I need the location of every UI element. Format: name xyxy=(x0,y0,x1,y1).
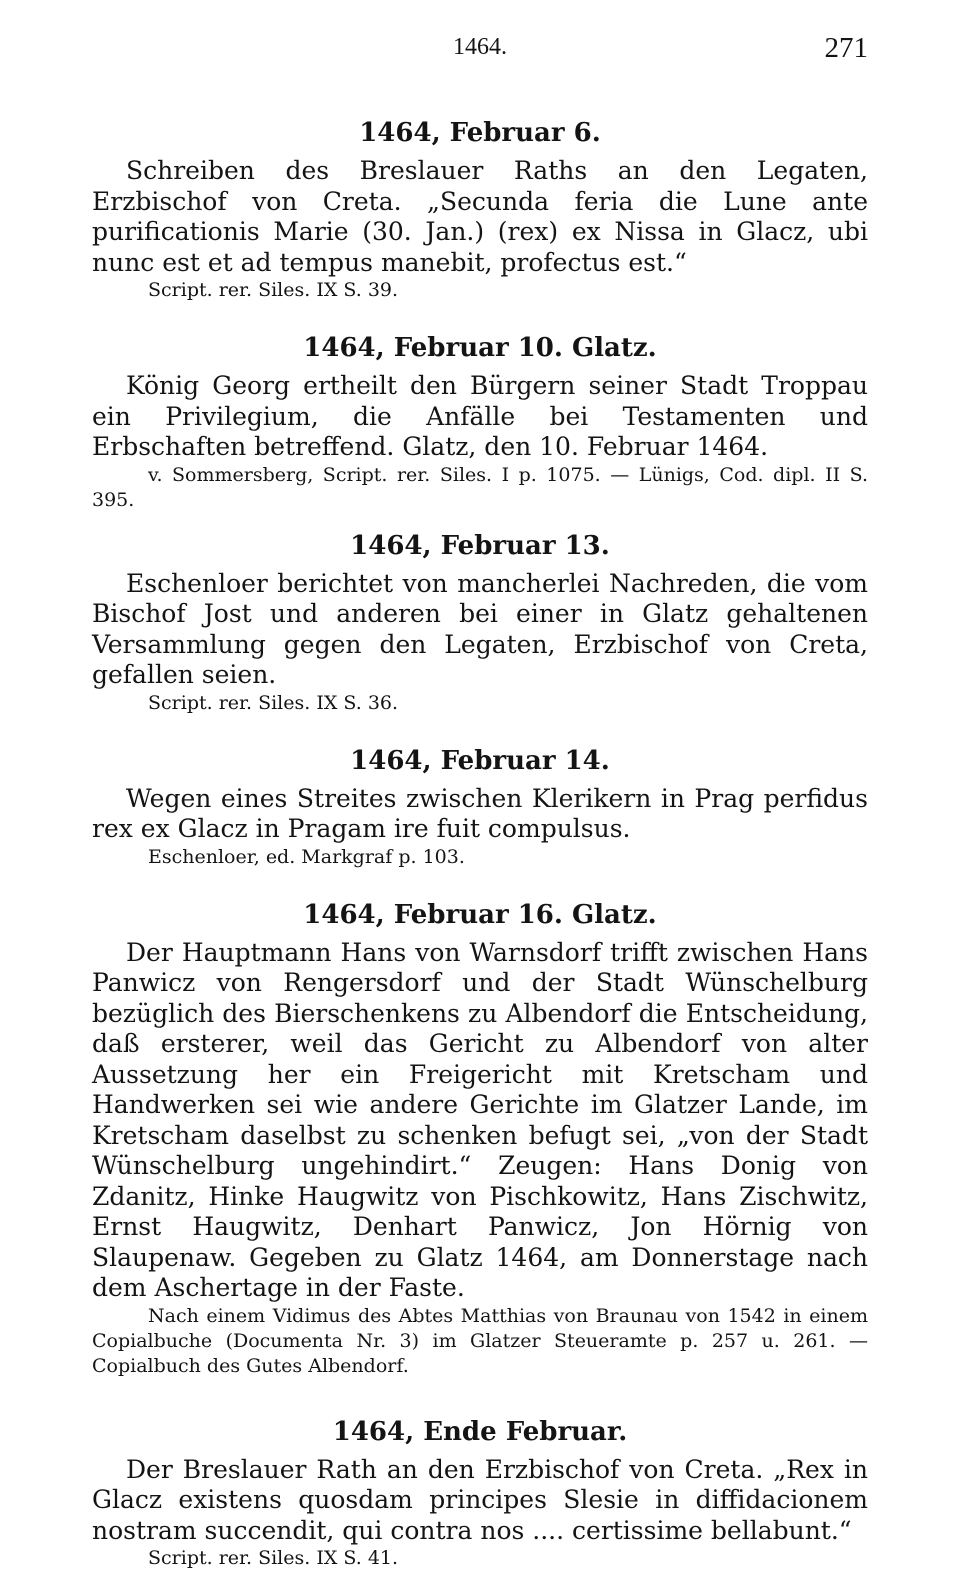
entry-source: Script. rer. Siles. IX S. 36. xyxy=(92,691,868,716)
running-head xyxy=(92,28,868,74)
entry-february-6 xyxy=(92,114,868,303)
entry-text: Schreiben des Breslauer Raths an den Legaten, Erzbischof von Creta. „Secunda feria die Lune ante purificationis Marie (30. Jan.) (rex) ex Nissa in Glacz, ubi nunc est et ad tempus manebit, profectus est.“ xyxy=(92,156,868,278)
entry-february-16 xyxy=(92,896,868,1379)
entry-text: Eschenloer berichtet von mancherlei Nachreden, die vom Bischof Jost und anderen bei einer in Glatz gehaltenen Versammlung gegen den Legaten, Erzbischof von Creta, gefallen seien. xyxy=(92,569,868,691)
entry-text: Der Breslauer Rath an den Erzbischof von Creta. „Rex in Glacz existens quosdam principes Slesie in diffidacionem nostram succendit, qui contra nos .... certissime bellabunt.“ xyxy=(92,1455,868,1547)
running-head-year: 1464. xyxy=(92,34,868,61)
entry-february-10 xyxy=(92,329,868,513)
entry-heading: 1464, Februar 6. xyxy=(92,114,868,152)
entry-heading: 1464, Februar 10. Glatz. xyxy=(92,329,868,367)
entry-source: Script. rer. Siles. IX S. 41. xyxy=(92,1546,868,1571)
entry-end-february xyxy=(92,1413,868,1571)
entry-text: Wegen eines Streites zwischen Klerikern in Prag perfidus rex ex Glacz in Pragam ire fuit compulsus. xyxy=(92,784,868,845)
entry-source: v. Sommersberg, Script. rer. Siles. I p. 1075. — Lünigs, Cod. dipl. II S. 395. xyxy=(92,463,868,513)
page-number: 271 xyxy=(825,32,869,65)
entry-february-13 xyxy=(92,527,868,716)
entry-text: König Georg ertheilt den Bürgern seiner Stadt Troppau ein Privilegium, die Anfälle bei Testamenten und Erbschaften betreffend. Glatz, den 10. Februar 1464. xyxy=(92,371,868,463)
entry-source: Script. rer. Siles. IX S. 39. xyxy=(92,278,868,303)
entry-heading: 1464, Februar 13. xyxy=(92,527,868,565)
entry-heading: 1464, Februar 14. xyxy=(92,742,868,780)
entry-source: Nach einem Vidimus des Abtes Matthias von Braunau von 1542 in einem Copialbuche (Documenta Nr. 3) im Glatzer Steueramte p. 257 u. 261. — Copialbuch des Gutes Albendorf. xyxy=(92,1304,868,1379)
entry-heading: 1464, Februar 16. Glatz. xyxy=(92,896,868,934)
entry-heading: 1464, Ende Februar. xyxy=(92,1413,868,1451)
entry-february-14 xyxy=(92,742,868,870)
entry-text: Der Hauptmann Hans von Warnsdorf trifft zwischen Hans Panwicz von Rengersdorf und der Stadt Wünschelburg bezüglich des Bierschenkens zu Albendorf die Entscheidung, daß ersterer, weil das Gericht zu Albendorf von alter Aussetzung her ein Freigericht mit Kretscham und Handwerken sei wie andere Gerichte im Glatzer Lande, im Kretscham daselbst zu schenken befugt sei, „von der Stadt Wünschelburg ungehindirt.“ Zeugen: Hans Donig von Zdanitz, Hinke Haugwitz von Pischkowitz, Hans Zischwitz, Ernst Haugwitz, Denhart Panwicz, Jon Hörnig von Slaupenaw. Gegeben zu Glatz 1464, am Donnerstage nach dem Aschertage in der Faste. xyxy=(92,938,868,1304)
entry-source: Eschenloer, ed. Markgraf p. 103. xyxy=(92,845,868,870)
